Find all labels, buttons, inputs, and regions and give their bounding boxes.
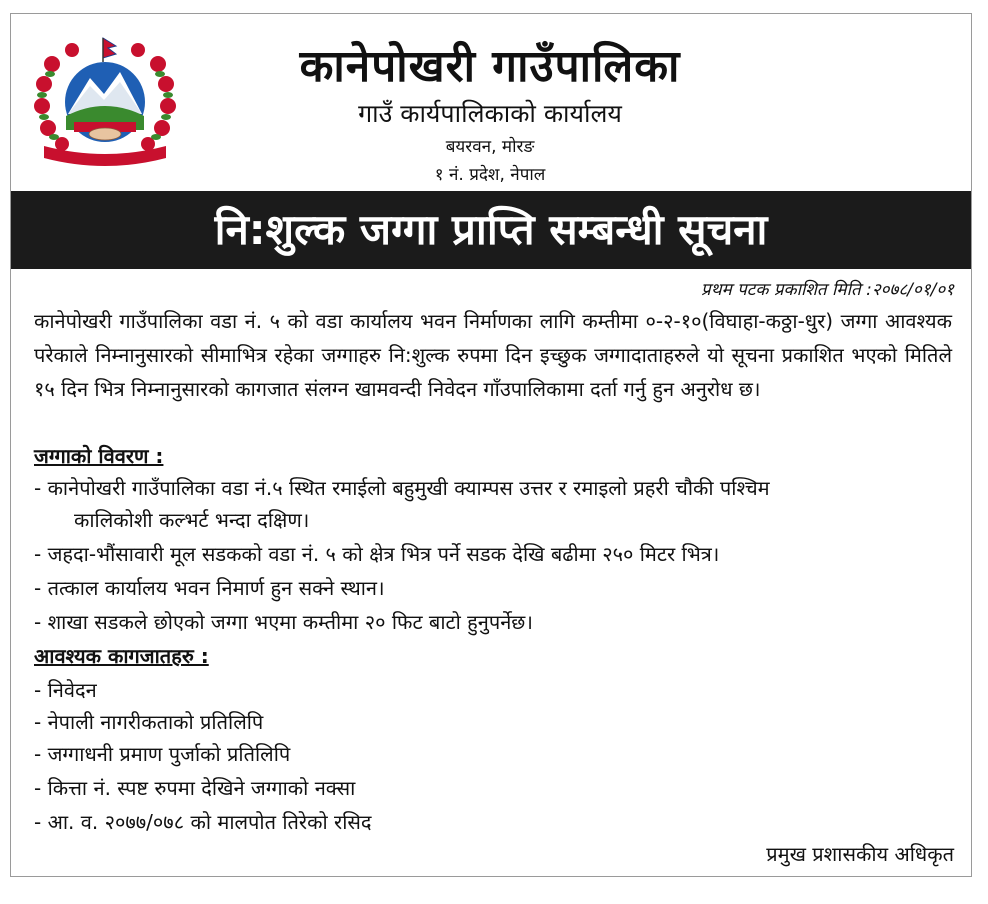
document-item: - निवेदन (34, 678, 97, 702)
notice-paragraph: कानेपोखरी गाउँपालिका वडा नं. ५ को वडा कार्यालय भवन निर्माणका लागि कम्तीमा ०-२-१०(विघाहा-कठ्ठा-धुर) जग्गा आवश्यक परेकाले निम्नानुसारको सीमाभित्र रहेका जग्गाहरु नि:शुल्क रुपमा दिन इच्छुक जग्गादाताहरुले यो सूचना प्रकाशित भएको मितिले १५ दिन भित्र निम्नानुसारको कागजात संलग्न खामवन्दी निवेदन गाँउपालिकामा दर्ता गर्नु हुन अनुरोध छ। (34, 309, 952, 401)
address-line-district: बयरवन, मोरङ (445, 137, 535, 157)
document-item: - जग्गाधनी प्रमाण पुर्जाको प्रतिलिपि (34, 742, 291, 766)
land-detail-item (34, 572, 952, 604)
office-subtitle: गाउँ कार्यपालिकाको कार्यालय (358, 99, 622, 128)
land-detail-item (34, 606, 952, 638)
documents-heading: आवश्यक कागजातहरु : (34, 644, 209, 668)
land-detail-item (34, 472, 952, 536)
notice-banner-title: नि:शुल्क जग्गा प्राप्ति सम्बन्धी सूचना (11, 191, 971, 269)
address-line-province: १ नं. प्रदेश, नेपाल (434, 165, 546, 185)
signatory-title: प्रमुख प्रशासकीय अधिकृत (766, 842, 954, 866)
land-detail-item-text: - तत्काल कार्यालय भवन निमार्ण हुन सक्ने स्थान। (34, 576, 385, 600)
land-details-heading: जग्गाको विवरण : (34, 444, 164, 468)
nepal-government-emblem-icon (30, 34, 180, 174)
published-date: प्रथम पटक प्रकाशित मिति :२०७८/०१/०१ (701, 280, 954, 300)
land-detail-item-text: - शाखा सडकले छोएको जग्गा भएमा कम्तीमा २० फिट बाटो हुनुपर्नेछ। (34, 610, 533, 634)
municipality-title: कानेपोखरी गाउँपालिका (299, 41, 681, 92)
land-detail-item-text: - कानेपोखरी गाउँपालिका वडा नं.५ स्थित रमाईलो बहुमुखी क्याम्पस उत्तर र रमाइलो प्रहरी चौकी पश्चिम (34, 476, 770, 500)
document-item: - नेपाली नागरीकताको प्रतिलिपि (34, 710, 264, 734)
land-detail-item-continuation: कालिकोशी कल्भर्ट भन्दा दक्षिण। (74, 508, 310, 532)
land-detail-item-text: - जहदा-भौंसावारी मूल सडकको वडा नं. ५ को क्षेत्र भित्र पर्ने सडक देखि बढीमा २५० मिटर भित्र। (34, 542, 720, 566)
document-item: - आ. व. २०७७/०७८ को मालपोत तिरेको रसिद (34, 810, 372, 834)
land-detail-item (34, 538, 952, 570)
document-item: - कित्ता नं. स्पष्ट रुपमा देखिने जग्गाको नक्सा (34, 776, 356, 800)
